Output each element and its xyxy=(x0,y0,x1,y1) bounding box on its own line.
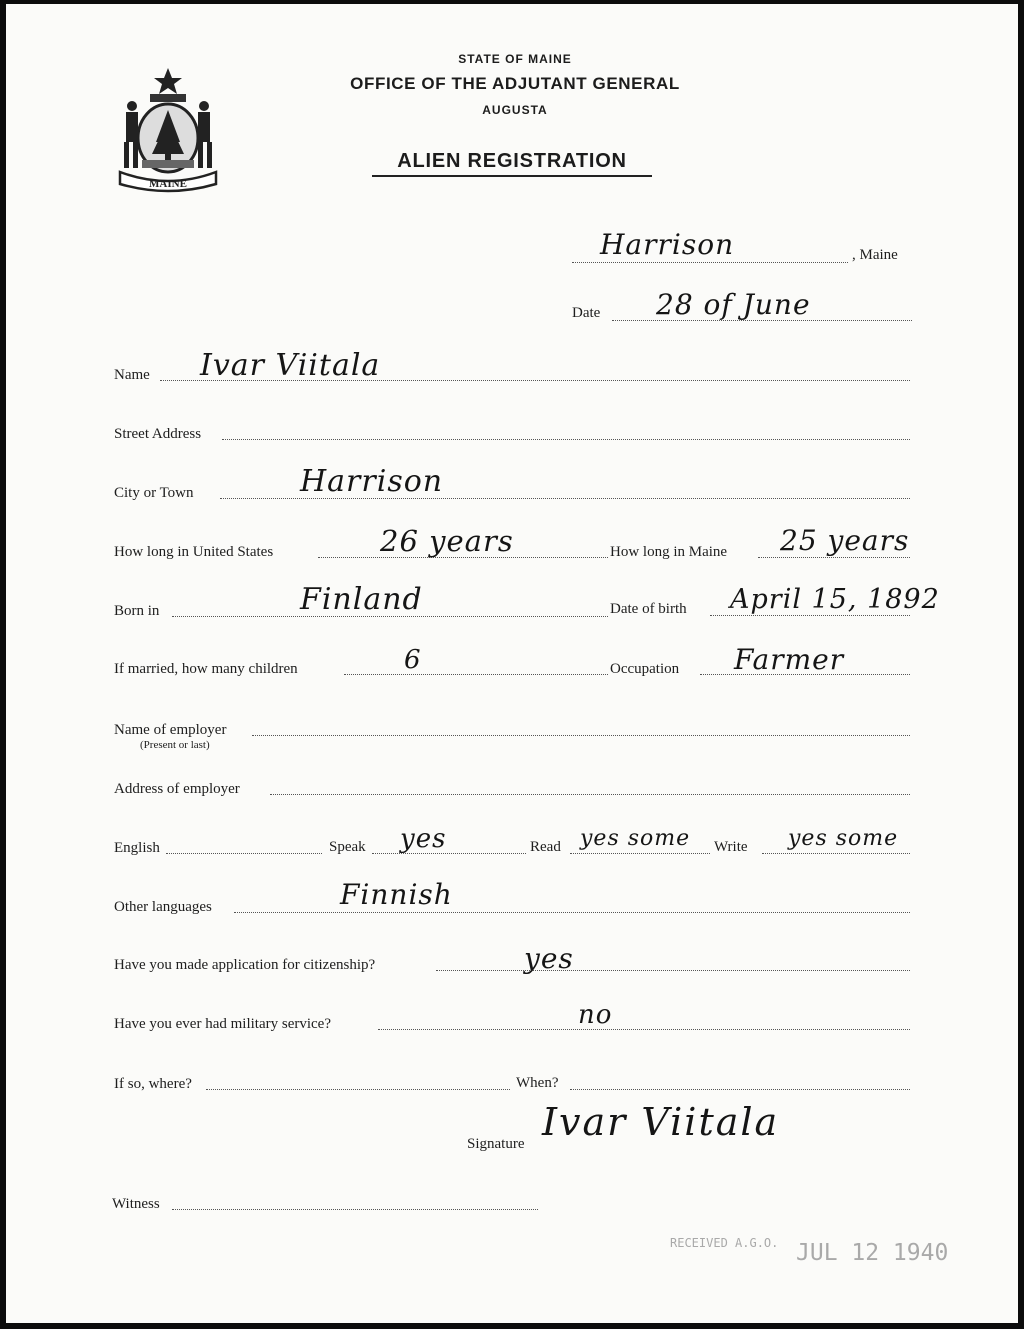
other-languages-line xyxy=(234,912,910,913)
witness-line[interactable] xyxy=(172,1209,538,1210)
speak-value[interactable]: yes xyxy=(400,824,447,854)
children-value[interactable]: 6 xyxy=(404,645,422,675)
military-label: Have you ever had military service? xyxy=(114,1016,331,1032)
occupation-value[interactable]: Farmer xyxy=(734,643,845,676)
svg-text:MAINE: MAINE xyxy=(149,178,187,190)
date-value[interactable]: 28 of June xyxy=(656,288,811,321)
citizenship-line xyxy=(436,970,910,971)
citizenship-label: Have you made application for citizenship? xyxy=(114,957,376,973)
occupation-label: Occupation xyxy=(610,661,680,677)
header-city: AUGUSTA xyxy=(482,103,548,117)
signature-label: Signature xyxy=(467,1136,525,1152)
form-title: ALIEN REGISTRATION xyxy=(372,150,652,177)
city-value[interactable]: Harrison xyxy=(300,464,444,499)
dob-label: Date of birth xyxy=(610,601,687,617)
other-languages-value[interactable]: Finnish xyxy=(340,878,453,911)
location-suffix: , Maine xyxy=(852,247,898,263)
employer-address-label: Address of employer xyxy=(114,781,240,797)
when-line[interactable] xyxy=(570,1089,910,1090)
header-office: OFFICE OF THE ADJUTANT GENERAL xyxy=(350,74,680,93)
received-stamp: RECEIVED A.G.O. xyxy=(670,1236,779,1250)
name-label: Name xyxy=(114,367,150,383)
children-line xyxy=(344,674,608,675)
us-years-value[interactable]: 26 years xyxy=(380,524,514,558)
received-stamp-date: JUL 12 1940 xyxy=(796,1240,949,1266)
location-line xyxy=(572,262,848,263)
citizenship-value[interactable]: yes xyxy=(524,942,574,975)
read-line xyxy=(570,853,710,854)
write-value[interactable]: yes some xyxy=(788,826,899,851)
other-languages-label: Other languages xyxy=(114,899,212,915)
born-value[interactable]: Finland xyxy=(300,582,423,617)
street-line[interactable] xyxy=(222,439,910,440)
maine-years-line xyxy=(758,557,910,558)
employer-address-line[interactable] xyxy=(270,794,910,795)
name-value[interactable]: Ivar Viitala xyxy=(200,348,381,383)
write-line xyxy=(762,853,910,854)
dob-value[interactable]: April 15, 1892 xyxy=(730,584,940,615)
where-line[interactable] xyxy=(206,1089,510,1090)
street-label: Street Address xyxy=(114,426,202,442)
where-label: If so, where? xyxy=(114,1076,192,1092)
witness-label: Witness xyxy=(112,1196,160,1212)
signature-value[interactable]: Ivar Viitala xyxy=(542,1100,780,1144)
dob-line xyxy=(710,615,910,616)
maine-years-value[interactable]: 25 years xyxy=(780,524,910,557)
speak-label: Speak xyxy=(329,839,366,855)
read-value[interactable]: yes some xyxy=(580,826,691,851)
employer-line[interactable] xyxy=(252,735,910,736)
english-line xyxy=(166,853,322,854)
date-label: Date xyxy=(572,305,601,321)
military-value[interactable]: no xyxy=(578,1000,613,1030)
children-label: If married, how many children xyxy=(114,661,298,677)
write-label: Write xyxy=(714,839,748,855)
read-label: Read xyxy=(530,839,561,855)
us-years-label: How long in United States xyxy=(114,544,274,560)
born-label: Born in xyxy=(114,603,160,619)
military-line xyxy=(378,1029,910,1030)
speak-line xyxy=(372,853,526,854)
header-state: STATE OF MAINE xyxy=(458,52,572,66)
employer-sublabel: (Present or last) xyxy=(140,739,210,751)
city-label: City or Town xyxy=(114,485,194,501)
when-label: When? xyxy=(516,1075,559,1091)
location-value[interactable]: Harrison xyxy=(600,228,735,261)
employer-label: Name of employer xyxy=(114,722,227,738)
maine-state-seal xyxy=(116,66,220,194)
english-label: English xyxy=(114,840,160,856)
maine-years-label: How long in Maine xyxy=(610,544,728,560)
